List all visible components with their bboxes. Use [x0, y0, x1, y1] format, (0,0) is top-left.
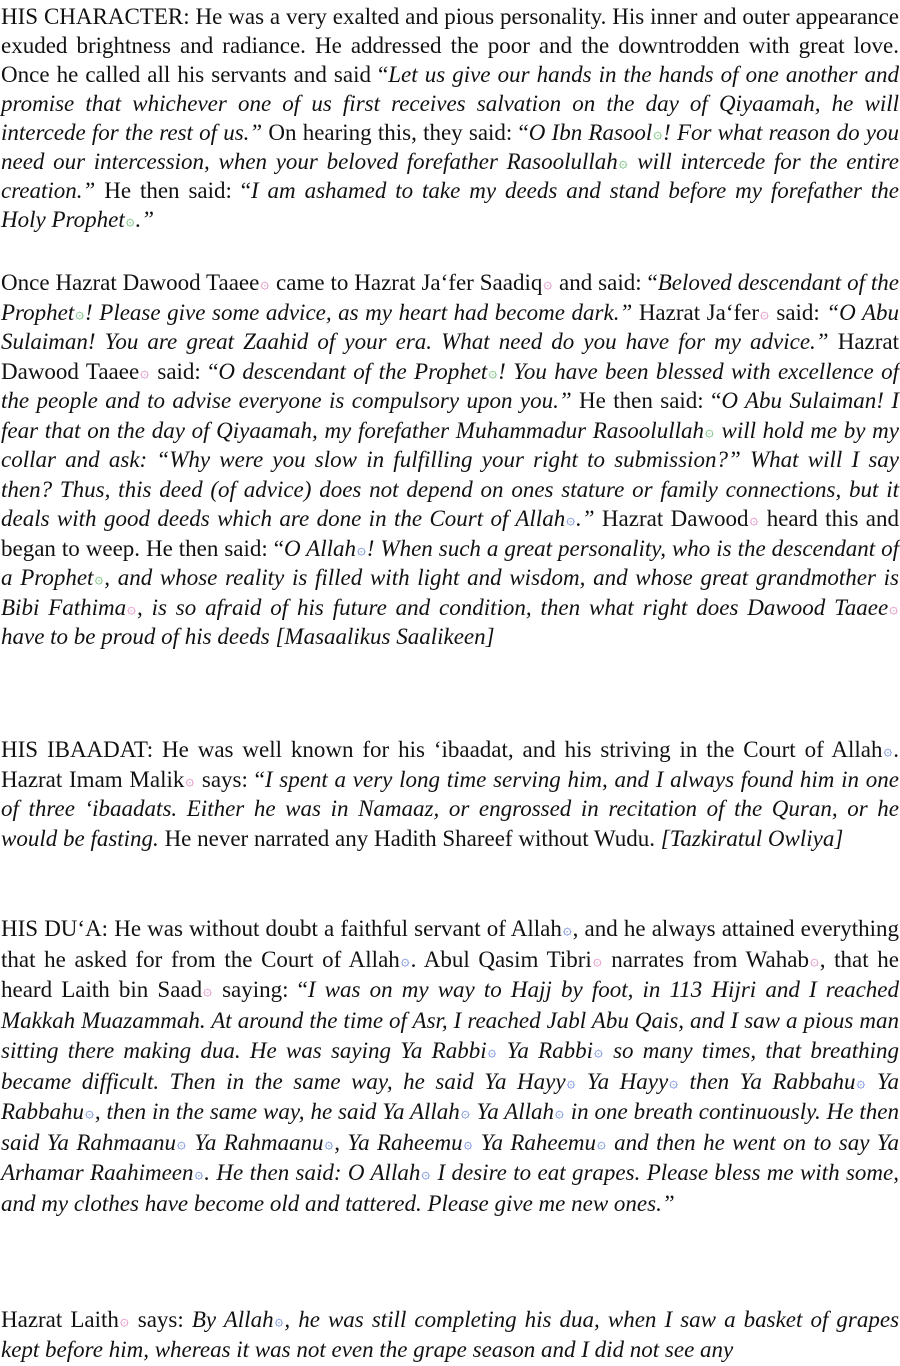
text-run: came to Hazrat Ja‘fer Saadiq: [270, 270, 543, 295]
italic-text-run: , Ya Raheemu: [334, 1129, 463, 1155]
italic-text-run: Ya Raheemu: [473, 1129, 596, 1155]
paragraph-dawood-taaee: [1, 268, 899, 652]
text-run: He then said: “: [95, 178, 251, 203]
honorific-pink-icon: ۞: [127, 598, 136, 617]
honorific-blue-icon: ۞: [324, 1133, 334, 1152]
italic-text-run: I spent a very long time serving him, and I always found him in one of three ‘ibaadats. Either he was in Namaaz, or engrossed in recitation of the Quran, or he would be fasting.: [1, 766, 899, 851]
text-run: said:: [769, 299, 827, 325]
italic-text-run: Ya Allah: [470, 1099, 555, 1124]
honorific-blue-icon: ۞: [460, 1103, 470, 1121]
paragraph-text: [1, 2, 899, 234]
honorific-blue-icon: ۞: [596, 1133, 606, 1152]
honorific-pink-icon: ۞: [809, 950, 819, 969]
paragraph-text: [1, 268, 899, 652]
honorific-pink-icon: ۞: [185, 770, 195, 789]
italic-text-run: I am ashamed to take my deeds and stand before my forefather the Holy Prophet: [1, 178, 899, 232]
text-run: . Hazrat Imam Malik: [1, 737, 899, 792]
honorific-blue-icon: ۞: [487, 1042, 497, 1060]
text-run: says:: [129, 1307, 192, 1332]
honorific-blue-icon: ۞: [566, 1072, 576, 1091]
paragraph-his-dua: [1, 914, 899, 1219]
honorific-green-icon: ۞: [125, 211, 135, 229]
italic-text-run: O Allah: [283, 535, 356, 561]
honorific-blue-icon: ۞: [555, 1103, 564, 1121]
text-run: Hazrat Laith: [1, 1307, 119, 1332]
text-run: HIS IBAADAT: He was well known for his ‘ibaadat, and his striving in the Court of Allah: [1, 737, 883, 762]
italic-text-run: ! For what reason do you need our intercession, when your beloved forefather Rasoolullah: [1, 120, 899, 174]
italic-text-run: ! You have been blessed with excellence of the people and to advise everyone is compulsory upon you.”: [1, 358, 899, 413]
honorific-green-icon: ۞: [94, 569, 104, 587]
italic-text-run: and then he went on to say Ya Arhamar Raahimeen: [1, 1129, 899, 1185]
honorific-blue-icon: ۞: [566, 510, 575, 528]
italic-text-run: I desire to eat grapes. Please bless me with some, and my clothes have become old and tattered. Please give me new ones.”: [1, 1160, 899, 1216]
italic-text-run: , then in the same way, he said Ya Allah: [94, 1099, 460, 1124]
honorific-blue-icon: ۞: [85, 1103, 94, 1121]
italic-text-run: O Ibn Rasool: [528, 120, 653, 145]
italic-text-run: Ya Rabbahu: [1, 1068, 899, 1124]
honorific-blue-icon: ۞: [669, 1072, 678, 1091]
honorific-blue-icon: ۞: [594, 1042, 603, 1060]
italic-text-run: so many times, that breathing became difficult. Then in the same way, he said Ya Hayy: [1, 1038, 900, 1094]
honorific-pink-icon: ۞: [760, 303, 769, 322]
italic-text-run: “O Abu Sulaiman! You are great Zaahid of your era. What need do you have for my advice.”: [1, 299, 899, 354]
honorific-blue-icon: ۞: [400, 950, 410, 969]
honorific-pink-icon: ۞: [203, 981, 212, 999]
paragraph-his-ibaadat: [1, 735, 899, 853]
honorific-green-icon: ۞: [653, 124, 663, 142]
honorific-blue-icon: ۞: [856, 1072, 866, 1091]
italic-text-run: Let us give our hands in the hands of one another and promise that whichever one of us first receives salvation on the day of Qiyaamah, he will intercede for the rest of us.”: [1, 62, 899, 145]
honorific-blue-icon: ۞: [194, 1164, 204, 1182]
italic-text-run: Ya Rabbi: [497, 1038, 594, 1063]
text-run: He never narrated any Hadith Shareef without Wudu.: [158, 825, 661, 851]
italic-text-run: ! Please give some advice, as my heart had become dark.”: [85, 299, 633, 325]
italic-text-run: have to be proud of his deeds [Masaalikus Saalikeen]: [1, 624, 495, 649]
paragraph-text: [1, 1305, 899, 1365]
text-run: said: “: [149, 358, 219, 384]
honorific-green-icon: ۞: [704, 421, 714, 440]
italic-text-run: will hold me by my collar and ask: “Why were you slow in fulfilling your right to submission?” What will I say then? Thus, this deed (of advice) does not depend on ones stature or family connections, but it deals with good deeds which are done in the Court of Allah: [1, 417, 899, 531]
italic-text-run: . He then said: O Allah: [204, 1160, 421, 1185]
text-run: and said: “: [553, 270, 658, 295]
honorific-pink-icon: ۞: [119, 1311, 129, 1329]
text-run: Hazrat Ja‘fer: [632, 299, 760, 325]
text-run: Hazrat Dawood Taaee: [1, 329, 899, 384]
italic-text-run: ! When such a great personality, who is the descendant of a Prophet: [1, 535, 899, 590]
paragraph-his-character: [1, 2, 899, 234]
text-run: . Abul Qasim Tibri: [410, 946, 592, 972]
italic-text-run: Ya Hayy: [576, 1068, 669, 1094]
honorific-green-icon: ۞: [618, 153, 628, 171]
italic-text-run: , is so afraid of his future and condition, then what right does Dawood Taaee: [136, 594, 889, 620]
text-run: Once Hazrat Dawood Taaee: [1, 270, 260, 295]
italic-text-run: [Tazkiratul Owliya]: [660, 825, 844, 851]
honorific-pink-icon: ۞: [749, 510, 759, 528]
honorific-blue-icon: ۞: [356, 539, 366, 558]
text-run: He then said: “: [571, 388, 722, 413]
text-run: saying: “: [212, 977, 308, 1002]
honorific-blue-icon: ۞: [562, 920, 572, 938]
italic-text-run: , he was still completing his dua, when I saw a basket of grapes kept before him, whereas it was not even the grape season and I did not see any: [1, 1307, 900, 1362]
italic-text-run: O Abu Sulaiman! I fear that on the day of Qiyaamah, my forefather Muhammadur Rasoolullah: [1, 388, 899, 443]
honorific-pink-icon: ۞: [543, 274, 553, 292]
text-run: Hazrat Dawood: [594, 506, 749, 531]
honorific-pink-icon: ۞: [889, 598, 898, 617]
italic-text-run: then Ya Rabbahu: [678, 1068, 856, 1094]
paragraph-text: [1, 735, 899, 853]
text-run: says: “: [195, 766, 265, 792]
honorific-green-icon: ۞: [75, 303, 85, 322]
text-run: HIS CHARACTER: He was a very exalted and pious personality. His inner and outer appearance exuded brightness and radiance. He addressed the poor and the downtrodden with great love. Once he called all his servants and said “: [1, 4, 899, 87]
honorific-blue-icon: ۞: [463, 1133, 473, 1152]
honorific-blue-icon: ۞: [177, 1133, 186, 1152]
italic-text-run: Beloved descendant of the Prophet: [1, 270, 899, 325]
text-run: heard this and began to weep. He then said: “: [1, 506, 899, 561]
italic-text-run: .”: [576, 506, 595, 531]
text-run: , that he heard Laith bin Saad: [1, 946, 899, 1002]
honorific-pink-icon: ۞: [592, 950, 602, 969]
italic-text-run: O descendant of the Prophet: [218, 358, 488, 384]
italic-text-run: Ya Rahmaanu: [186, 1129, 324, 1155]
honorific-pink-icon: ۞: [140, 362, 149, 381]
honorific-green-icon: ۞: [488, 362, 498, 381]
italic-text-run: , and whose reality is filled with light and wisdom, and whose great grandmother is Bibi Fathima: [1, 565, 900, 620]
text-run: narrates from Wahab: [602, 946, 809, 972]
italic-text-run: will intercede for the entire creation.”: [1, 149, 899, 203]
text-run: , and he always attained everything that he asked for from the Court of Allah: [1, 916, 899, 972]
honorific-blue-icon: ۞: [421, 1164, 431, 1182]
text-run: On hearing this, they said: “: [262, 120, 529, 145]
italic-text-run: .”: [135, 207, 155, 232]
italic-text-run: I was on my way to Hajj by foot, in 113 Hijri and I reached Makkah Muazammah. At around the time of Asr, I reached Jabl Abu Qais, and I saw a pious man sitting there making dua. He was saying Ya Rabbi: [1, 977, 899, 1063]
paragraph-hazrat-laith: [1, 1305, 899, 1365]
honorific-blue-icon: ۞: [274, 1311, 284, 1329]
honorific-pink-icon: ۞: [260, 274, 270, 292]
italic-text-run: in one breath continuously. He then said Ya Rahmaanu: [1, 1099, 900, 1155]
text-run: HIS DU‘A: He was without doubt a faithful servant of Allah: [1, 916, 562, 941]
paragraph-text: [1, 914, 899, 1219]
honorific-blue-icon: ۞: [883, 741, 893, 759]
italic-text-run: By Allah: [191, 1307, 274, 1332]
